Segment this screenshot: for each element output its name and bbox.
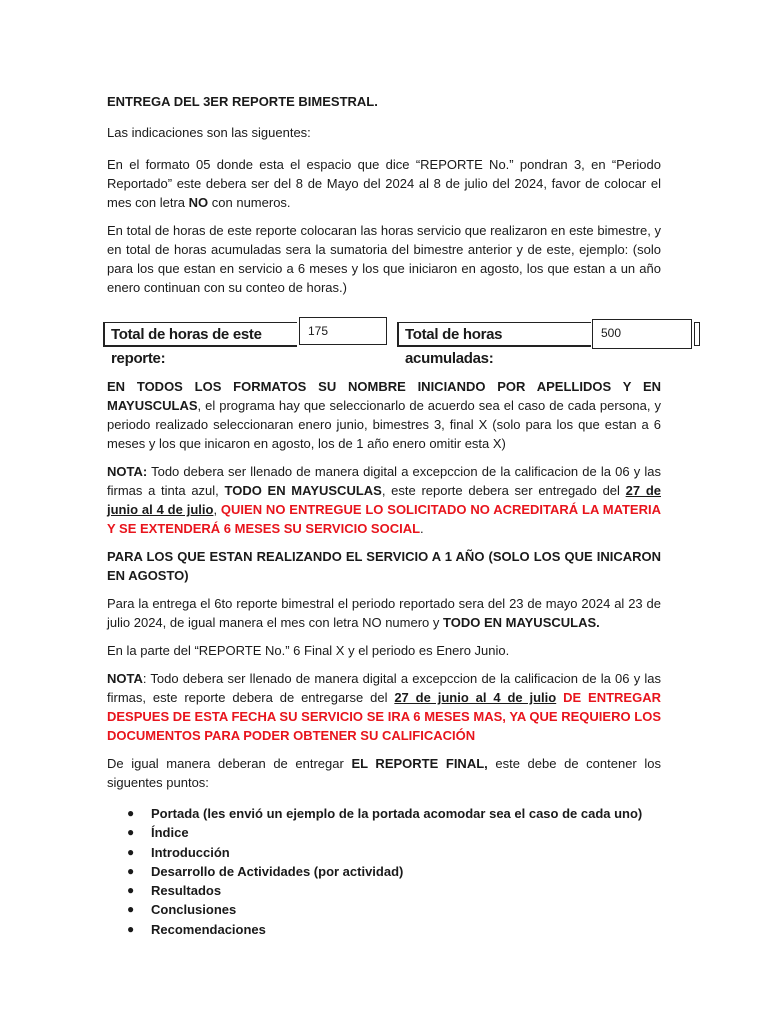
list-item-text: Resultados — [151, 883, 222, 899]
bullet-icon: ● — [127, 825, 135, 840]
text-run: este debe de contener los siguentes puntos: — [107, 756, 661, 790]
due-date: 27 de junio al 4 de julio — [394, 690, 557, 705]
text-run: . — [420, 521, 424, 536]
document-body — [107, 92, 661, 939]
list-item-text: Índice — [151, 825, 189, 841]
list-item — [107, 823, 661, 842]
bullet-icon: ● — [127, 921, 135, 936]
emphasis-final-report: EL REPORTE FINAL, — [351, 756, 488, 771]
text-run: En el formato 05 donde esta el espacio que dice “REPORTE No.” pondran 3, en “Periodo Reportado” este debera ser del 8 de Mayo del 2024 al 8 de julio del 2024, favor de colocar el mes con letra — [107, 157, 661, 210]
paragraph-hours-explanation: En total de horas de este reporte colocaran las horas servicio que realizaron en este bimestre, y en total de horas acumuladas sera la sumatoria del bimestre anterior y de este, ejemplo: (solo para los que estan en servicio a 6 meses y los que iniciaron en agosto, los que estan a un año enero continuan con su conteo de horas.) — [107, 223, 661, 295]
emphasis-no: NO — [188, 195, 209, 210]
list-item — [107, 862, 661, 881]
list-item — [107, 920, 661, 939]
list-item — [107, 804, 661, 823]
warning-text: QUIEN NO ENTREGUE LO SOLICITADO NO ACREDITARÁ LA MATERIA Y SE EXTENDERÁ 6 MESES SU SERVICIO SOCIAL — [107, 502, 661, 536]
bullet-icon: ● — [127, 902, 135, 917]
final-report-points — [107, 804, 661, 939]
emphasis-uppercase-names: EN TODOS LOS FORMATOS SU NOMBRE INICIANDO POR APELLIDOS Y EN MAYUSCULAS — [107, 379, 661, 413]
text-run: : Todo debera ser llenado de manera digital a excepccion de la calificacion de la 06 y las firmas, este reporte debera de entregarse del — [107, 671, 661, 705]
bullet-icon: ● — [127, 806, 135, 820]
table-edge — [694, 322, 700, 346]
paragraph-final-report — [107, 754, 661, 792]
document-title: ENTREGA DEL 3ER REPORTE BIMESTRAL. — [107, 94, 378, 109]
emphasis-uppercase: TODO EN MAYUSCULAS. — [443, 615, 600, 630]
text-run: Todo debera ser llenado de manera digital a excepccion de la calificacion de la 06 y las firmas a tinta azul, — [107, 464, 661, 498]
intro-line: Las indicaciones son las siguentes: — [107, 125, 311, 140]
hours-accumulated-value: 500 — [592, 319, 692, 349]
emphasis-uppercase: TODO EN MAYUSCULAS — [224, 483, 382, 498]
list-item — [107, 843, 661, 862]
hours-accumulated-label: Total de horas acumuladas: — [397, 322, 591, 347]
text-run: Para la entrega el 6to reporte bimestral el periodo reportado sera del 23 de mayo 2024 al 23 de julio 2024, de igual manera el mes con letra NO numero y — [107, 596, 661, 630]
list-item-text: Introducción — [151, 844, 230, 860]
text-run: , este reporte debera ser entregado del — [381, 483, 626, 498]
due-date: 27 de junio al 4 de julio — [107, 483, 661, 517]
warning-text: DE ENTREGAR DESPUES DE ESTA FECHA SU SERVICIO SE IRA 6 MESES MAS, YA QUE REQUIERO LOS DOCUMENTOS PARA PODER OBTENER SU CALIFICACIÓN — [107, 690, 661, 743]
hours-report-value: 175 — [299, 317, 387, 345]
paragraph-report-number: En la parte del “REPORTE No.” 6 Final X y el periodo es Enero Junio. — [107, 643, 510, 658]
text-run: De igual manera deberan de entregar — [107, 756, 352, 771]
hours-table — [103, 317, 703, 367]
text-run: , — [213, 502, 221, 517]
section-heading-one-year: PARA LOS QUE ESTAN REALIZANDO EL SERVICIO A 1 AÑO (SOLO LOS QUE INICARON EN AGOSTO) — [107, 549, 661, 583]
paragraph-name-format — [107, 377, 661, 453]
list-item-text: Conclusiones — [151, 902, 237, 918]
paragraph-6th-report — [107, 594, 661, 632]
list-item-text: Portada (les envió un ejemplo de la portada acomodar sea el caso de cada uno) — [151, 806, 643, 821]
note-2 — [107, 669, 661, 745]
paragraph-format-05 — [107, 155, 661, 212]
bullet-icon: ● — [127, 844, 135, 859]
text-run: , el programa hay que seleccionarlo de acuerdo sea el caso de cada persona, y periodo realizado seleccionaran enero junio, bimestres 3, final X (solo para los que estan a 6 meses y los que inicaron en agosto, los de 1 año enero omitir esta X) — [107, 398, 661, 451]
bullet-icon: ● — [127, 883, 135, 898]
list-item — [107, 900, 661, 919]
bullet-icon: ● — [127, 863, 135, 878]
hours-report-label: Total de horas de este reporte: — [103, 322, 297, 347]
note-label: NOTA — [107, 671, 143, 686]
note-1 — [107, 462, 661, 538]
text-run: con numeros. — [208, 195, 291, 210]
list-item-text: Recomendaciones — [151, 921, 266, 937]
note-label: NOTA: — [107, 464, 148, 479]
list-item — [107, 881, 661, 900]
list-item-text: Desarrollo de Actividades (por actividad) — [151, 863, 404, 879]
